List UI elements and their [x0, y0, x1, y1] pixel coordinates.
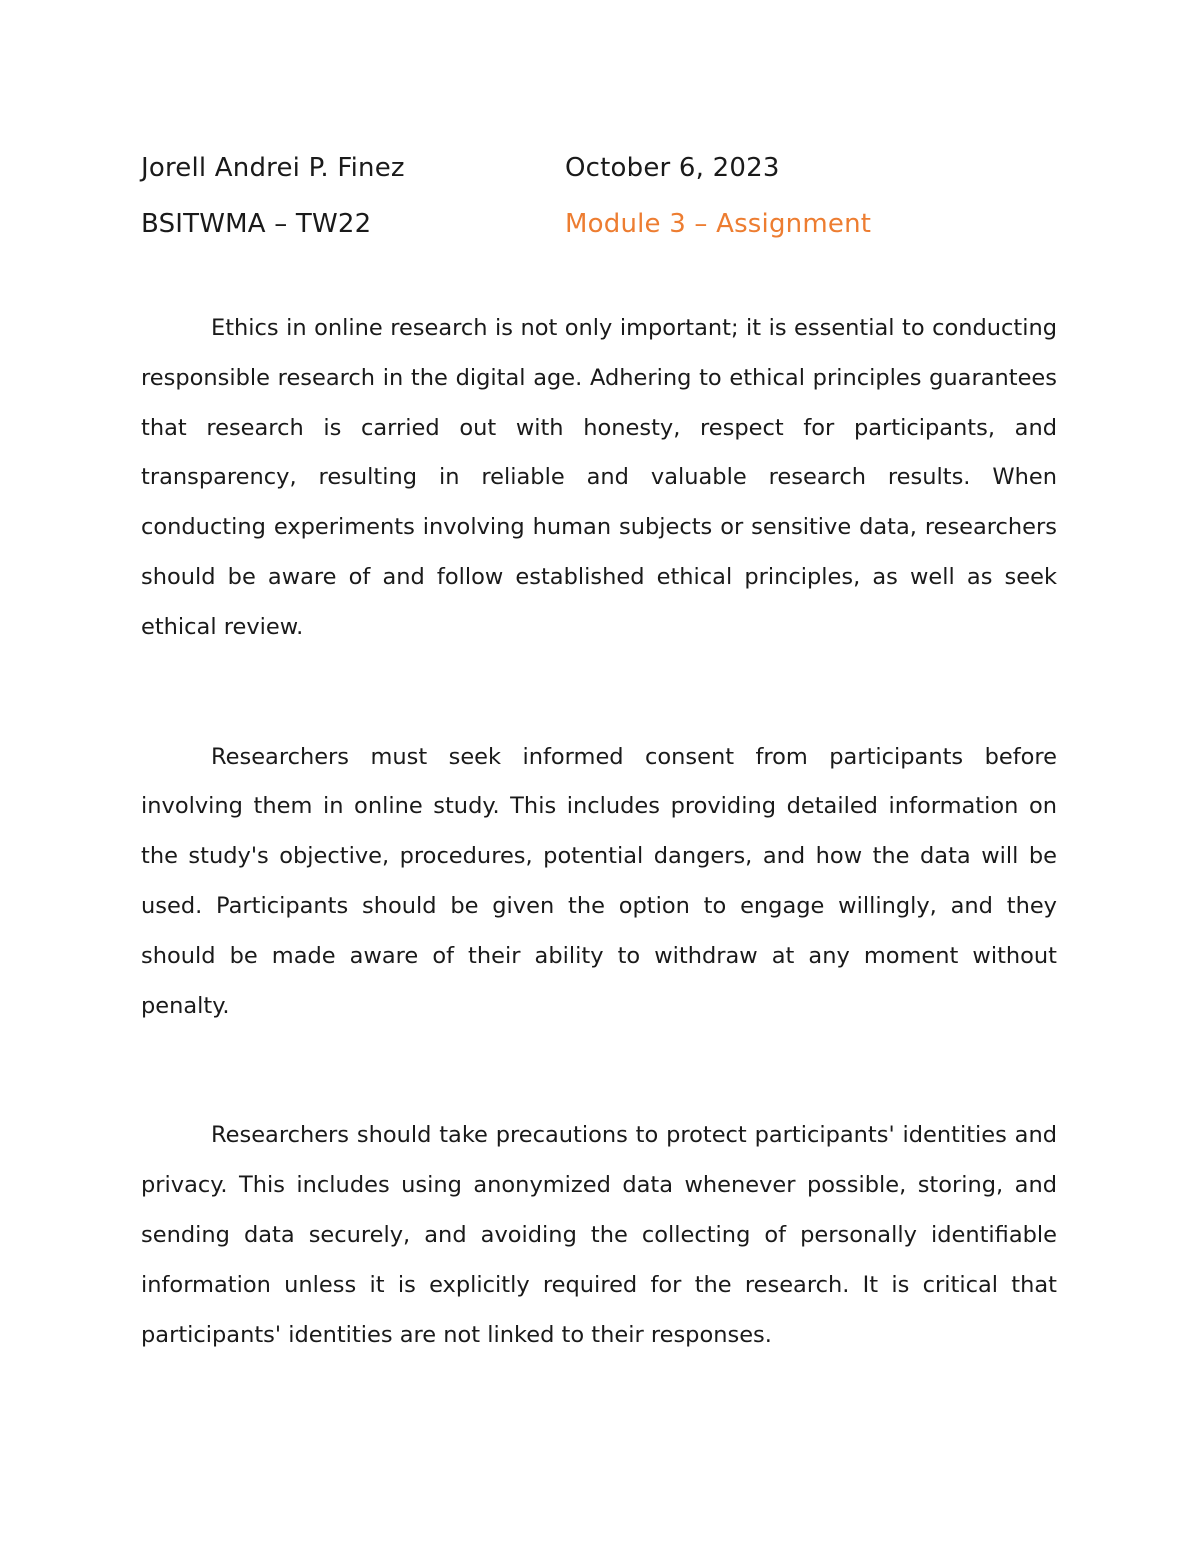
header-row-1 — [141, 140, 1061, 196]
paragraph-2: Researchers must seek informed consent from participants before involving them in online study. This includes providing detailed information on the study's objective, procedures, potential dangers, and how the data will be used. Participants should be given the option to engage willingly, and they should be made aware of their ability to withdraw at any moment without penalty. — [141, 743, 1057, 1019]
document-body — [141, 304, 1057, 1360]
header-row-2 — [141, 196, 1061, 252]
paragraph-3: Researchers should take precautions to protect participants' identities and privacy. This includes using anonymized data whenever possible, storing, and sending data securely, and avoiding the collecting of personally identifiable information unless it is explicitly required for the research. It is critical that participants' identities are not linked to their responses. — [141, 1122, 1057, 1348]
paragraph-1: Ethics in online research is not only important; it is essential to conducting responsible research in the digital age. Adhering to ethical principles guarantees that research is carried out with honesty, respect for participants, and transparency, resulting in reliable and valuable research results. When conducting experiments involving human subjects or sensitive data, researchers should be aware of and follow established ethical principles, as well as seek ethical review. — [141, 315, 1057, 640]
course-section: BSITWMA – TW22 — [141, 209, 372, 239]
author-name: Jorell Andrei P. Finez — [141, 153, 405, 183]
document-header — [141, 140, 1061, 252]
assignment-title: Module 3 – Assignment — [565, 209, 872, 239]
document-date: October 6, 2023 — [565, 153, 780, 183]
